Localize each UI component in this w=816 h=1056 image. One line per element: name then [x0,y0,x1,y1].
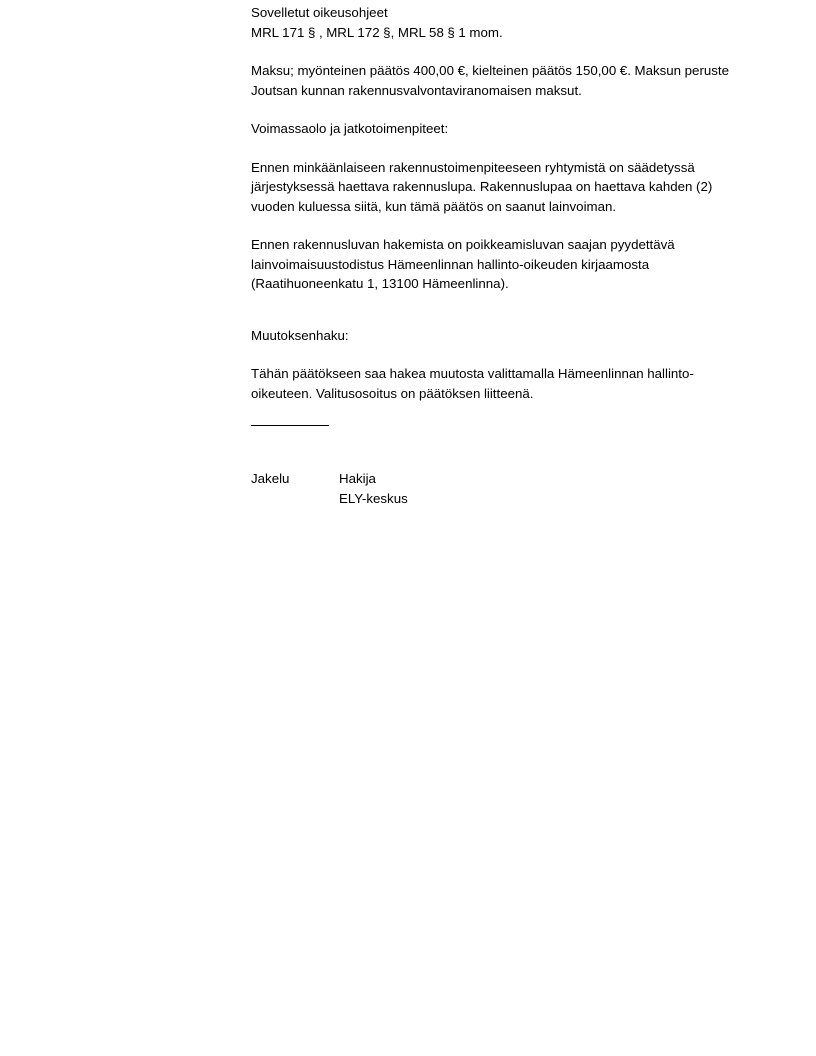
appeal-paragraph: Tähän päätökseen saa hakea muutosta valittamalla Hämeenlinnan hallinto-oikeuteen. Valitusosoitus on päätöksen liitteenä. [251,366,694,401]
distribution-recipient: Hakija [339,471,376,486]
distribution-block [251,469,651,508]
distribution-row [251,469,651,508]
applied-law-heading: Sovelletut oikeusohjeet [251,5,388,20]
validity-paragraph: Ennen minkäänlaiseen rakennustoimenpiteeseen ryhtymistä on säädetyssä järjestyksessä haettava rakennuslupa. Rakennuslupaa on haettava kahden (2) vuoden kuluessa siitä, kun tämä päätös on saanut lainvoiman. [251,159,716,214]
appeal-heading: Muutoksenhaku: [251,327,349,343]
signature-rule-wrapper [251,403,737,467]
validity-heading: Voimassaolo ja jatkotoimenpiteet: [251,121,449,136]
distribution-label: Jakelu [251,471,290,486]
spacer [251,294,737,326]
distribution-recipient: ELY-keskus [339,490,408,506]
legal-force-paragraph: Ennen rakennusluvan hakemista on poikkeamisluvan saajan pyydettävä lainvoimaisuustodistus Hämeenlinnan hallinto-oikeuden kirjaamosta (Raatihuoneenkatu 1, 13100 Hämeenlinna). [251,237,679,291]
distribution-recipients [339,469,408,508]
spacer [251,100,737,119]
document-body [251,0,737,467]
spacer [251,139,737,158]
applied-law-references: MRL 171 § , MRL 172 §, MRL 58 § 1 mom. [251,24,503,40]
spacer [251,345,737,364]
fee-paragraph: Maksu; myönteinen päätös 400,00 €, kielteinen päätös 150,00 €. Maksun peruste Joutsan kunnan rakennusvalvontaviranomaisen maksut. [251,63,733,98]
spacer [251,216,737,235]
spacer [251,42,737,61]
horizontal-rule [251,425,329,426]
